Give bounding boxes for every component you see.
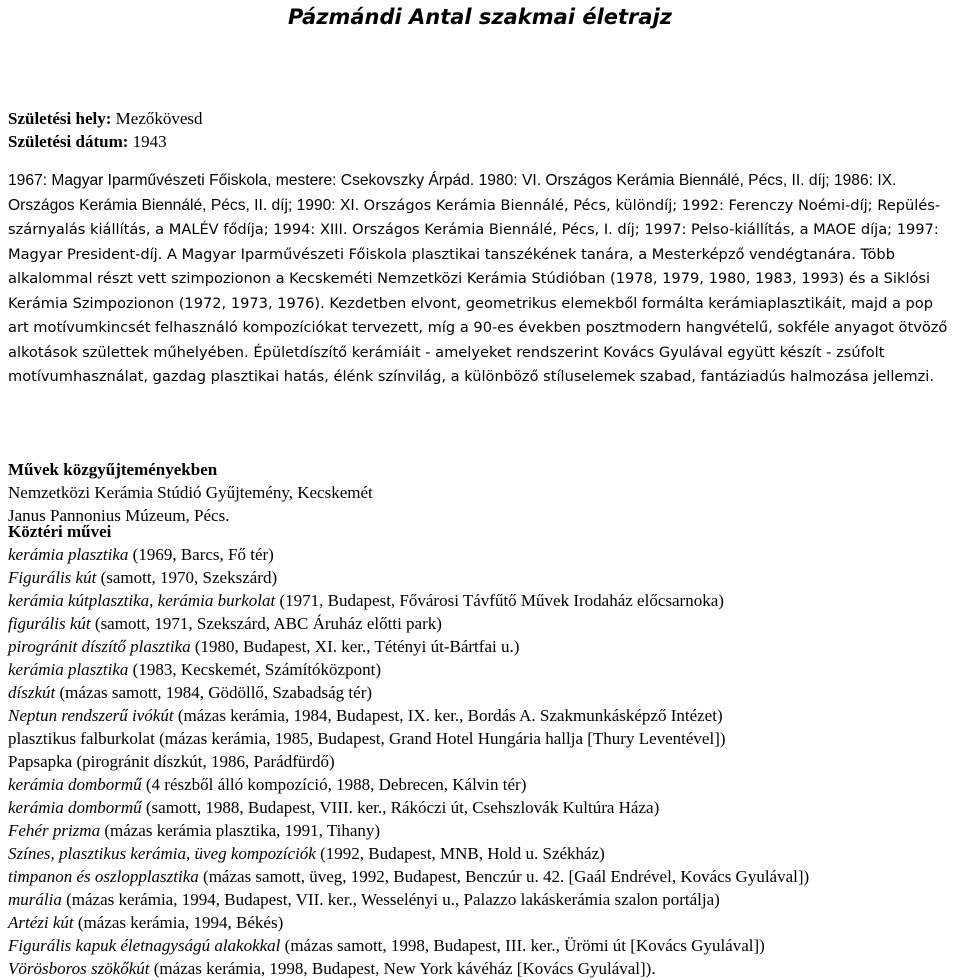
public-work-detail: (samott, 1970, Szekszárd)	[96, 568, 278, 587]
public-work-item	[8, 612, 953, 635]
birth-date-value: 1943	[128, 132, 167, 151]
public-work-detail: (mázas samott, üveg, 1992, Budapest, Benczúr u. 42. [Gaál Endrével, Kovács Gyulával])	[198, 867, 810, 886]
public-work-title: Artézi kút	[8, 913, 74, 932]
public-work-item	[8, 543, 953, 566]
birth-info	[8, 107, 953, 153]
public-work-item	[8, 842, 953, 865]
public-work-title: kerámia plasztika	[8, 545, 129, 564]
public-work-detail: (mázas kerámia, 1984, Budapest, IX. ker., Bordás A. Szakmunkásképző Intézet)	[173, 706, 723, 725]
public-work-item	[8, 911, 953, 934]
public-work-title: timpanon és oszlopplasztika	[8, 867, 199, 886]
public-work-title: Figurális kút	[8, 568, 97, 587]
public-works-heading: Köztéri művei	[8, 522, 112, 541]
public-work-title: pirogránit díszítő plasztika	[8, 637, 191, 656]
public-work-detail: (mázas kerámia, 1994, Budapest, VII. ker., Wesselényi u., Palazzo lakáskerámia szalon portálja)	[61, 890, 720, 909]
public-work-title: Figurális kapuk életnagyságú alakokkal	[8, 936, 281, 955]
public-work-detail: (mázas kerámia plasztika, 1991, Tihany)	[100, 821, 381, 840]
public-work-detail: (1969, Barcs, Fő tér)	[128, 545, 274, 564]
public-work-detail: (samott, 1988, Budapest, VIII. ker., Rákóczi út, Csehszlovák Kultúra Háza)	[141, 798, 660, 817]
public-work-item	[8, 727, 953, 750]
public-work-item	[8, 681, 953, 704]
public-works-list	[8, 543, 953, 980]
biography-part-1: 1967: Magyar Iparművészeti Főiskola, mestere: Csekovszky Árpád. 1980: VI. Országos Kerámia Biennálé, Pécs, II. díj; 1986: IX. Országos Kerámia Biennálé, Pécs, II. díj; 1990: XI.	[8, 172, 897, 214]
public-work-detail: Papsapka (pirogránit díszkút, 1986, Parádfürdő)	[8, 752, 335, 771]
public-work-title: Fehér prizma	[8, 821, 101, 840]
collection-item: Janus Pannonius Múzeum, Pécs.	[8, 506, 230, 525]
public-collections-section	[8, 458, 953, 527]
public-work-item	[8, 566, 953, 589]
biography-part-2: Országos Kerámia Biennálé, Pécs, különdíj; 1992: Ferenczy Noémi-díj; Repülés-szárnyalás kiállítás, a MALÉV fődíja; 1994: XIII. Országos Kerámia Biennálé, Pécs, I. díj; 1997: Pelso-kiállítás, a MAOE díja; 1997: Magyar President-díj. A Magyar Iparművészeti Főiskola plasztikai tanszékének tanára, a Mesterképző vendégtanára. Több alkalommal részt vett szimpozionon a Kecskeméti Nemzetközi Kerámia Stúdióban (1978, 1979, 1980, 1983, 1993) és a Siklósi Kerámia Szimpozionon (1972, 1973, 1976). Kezdetben elvont, geometrikus elemekből formálta kerámiaplasztikáit, majd a pop art motívumkincsét felhasználó kompozíciókat tervezett, míg a 90-es években posztmodern hangvételű, sokféle anyagot ötvöző alkotások születtek műhelyében. Épületdíszítő kerámiáit - amelyeket rendszerint Kovács Gyulával együtt készít - zsúfolt motívumhasználat, gazdag plasztikai hatás, élénk színvilág, a különböző stíluselemek szabad, fantáziadús halmozása jellemzi.	[8, 196, 948, 385]
public-work-title: Színes, plasztikus kerámia, üveg kompozíciók	[8, 844, 316, 863]
public-work-detail: (1983, Kecskemét, Számítóközpont)	[128, 660, 381, 679]
public-work-item	[8, 934, 953, 957]
public-work-title: murália	[8, 890, 62, 909]
public-work-detail: (mázas samott, 1984, Gödöllő, Szabadság tér)	[55, 683, 373, 702]
birth-date-row	[8, 130, 953, 153]
public-work-item	[8, 658, 953, 681]
birth-place-value: Mezőkövesd	[111, 109, 203, 128]
public-work-title: kerámia plasztika	[8, 660, 129, 679]
public-work-item	[8, 957, 953, 980]
public-work-detail: (1971, Budapest, Fővárosi Távfűtő Művek Irodaház előcsarnoka)	[275, 591, 724, 610]
public-work-title: díszkút	[8, 683, 56, 702]
public-works-section	[8, 520, 953, 980]
collection-item: Nemzetközi Kerámia Stúdió Gyűjtemény, Kecskemét	[8, 483, 373, 502]
public-work-item	[8, 635, 953, 658]
public-work-detail: plasztikus falburkolat (mázas kerámia, 1985, Budapest, Grand Hotel Hungária hallja [Thury Leventével])	[8, 729, 726, 748]
page-title: Pázmándi Antal szakmai életrajz	[288, 5, 672, 29]
public-work-item	[8, 773, 953, 796]
public-work-title: kerámia dombormű	[8, 798, 142, 817]
public-work-title: figurális kút	[8, 614, 91, 633]
birth-place-label: Születési hely:	[8, 109, 112, 128]
public-work-title: kerámia kútplasztika, kerámia burkolat	[8, 591, 276, 610]
public-work-title: Vörösboros szökőkút	[8, 959, 150, 978]
public-work-detail: (1980, Budapest, XI. ker., Tétényi út-Bártfai u.)	[190, 637, 520, 656]
birth-place-row	[8, 107, 953, 130]
collections-heading: Művek közgyűjteményekben	[8, 460, 218, 479]
public-work-detail: (samott, 1971, Szekszárd, ABC Áruház előtti park)	[90, 614, 442, 633]
public-work-item	[8, 819, 953, 842]
public-work-item	[8, 865, 953, 888]
public-work-detail: (mázas samott, 1998, Budapest, III. ker., Ürömi út [Kovács Gyulával])	[280, 936, 765, 955]
public-work-detail: (1992, Budapest, MNB, Hold u. Székház)	[315, 844, 605, 863]
public-work-title: kerámia dombormű	[8, 775, 142, 794]
birth-date-label: Születési dátum:	[8, 132, 129, 151]
biography-paragraph	[8, 169, 953, 390]
public-work-detail: (mázas kerámia, 1998, Budapest, New York kávéház [Kovács Gyulával]).	[149, 959, 656, 978]
public-work-item	[8, 589, 953, 612]
public-work-item	[8, 750, 953, 773]
public-work-item	[8, 888, 953, 911]
public-work-title: Neptun rendszerű ivókút	[8, 706, 174, 725]
public-work-detail: (4 részből álló kompozíció, 1988, Debrecen, Kálvin tér)	[141, 775, 527, 794]
public-work-item	[8, 704, 953, 727]
public-work-item	[8, 796, 953, 819]
public-work-detail: (mázas kerámia, 1994, Békés)	[73, 913, 284, 932]
